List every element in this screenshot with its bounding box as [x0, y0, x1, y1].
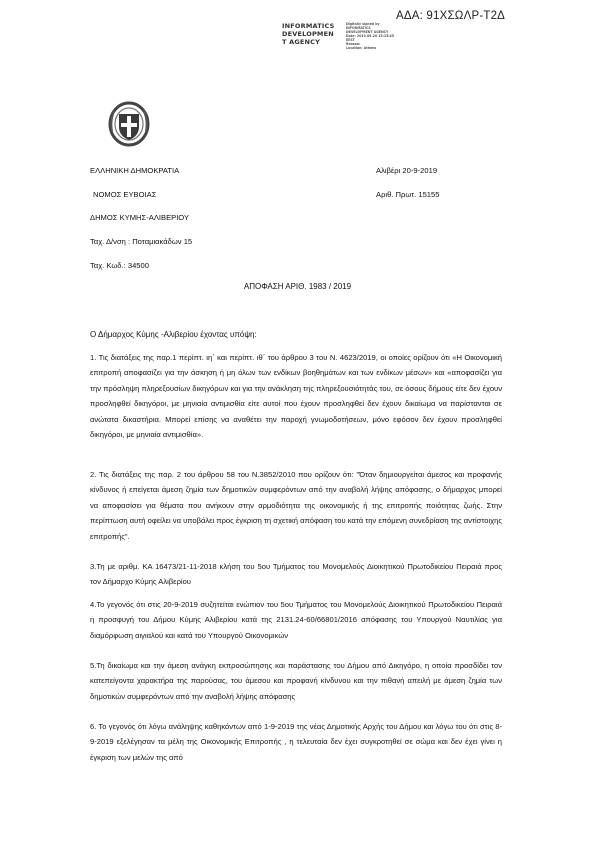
place-date: Αλιβέρι 20-9-2019	[376, 166, 438, 175]
paragraph-2: 2. Τις διατάξεις της παρ. 2 του άρθρου 58 του Ν.3852/2010 που ορίζουν ότι: "Όταν δημιουργείται άμεσος και προφανής κίνδυνος ή επείγεται άμεση ζημία των δημοτικών συμφερόντων από την αναβολή λήψης απόφασης, ο δήμαρχος μπορεί να αποφασίσει για θέματα που ανήκουν στην αρμοδιότητα της οικονομικής ή της επιτροπής ποιότητας ζωής. Στην περίπτωση αυτή οφείλει να υποβάλει προς έγκριση τη σχετική απόφαση του κατά την επόμενη συνεδρίαση της αντίστοιχης επιτροπής".	[90, 470, 502, 541]
agency-name-line: INFORMATICS	[282, 22, 335, 30]
intro-line: Ο Δήμαρχος Κύμης -Αλιβερίου έχοντας υπόψη:	[90, 330, 257, 339]
signature-detail-line: Digitally signed by	[346, 22, 380, 26]
signature-detail-line: DEVELOPMENT AGENCY	[346, 30, 389, 34]
decision-title: ΑΠΟΦΑΣΗ ΑΡΙΘ. 1983 / 2019	[243, 282, 352, 291]
signature-detail-line: INFORMATICS	[346, 26, 371, 30]
greek-coat-of-arms-icon	[108, 101, 150, 147]
paragraph-4: 4.Το γεγονός ότι στις 20-9-2019 συζητείται ενώπιον του 5ου Τμήματος του Μονομελούς Διοικητικού Πρωτοδικείου Πειραιά η προσφυγή του Δήμου Κύμης Αλιβερίου κατά της 2131.24-60/66801/2016 απόφασης του Υπουργού Ναυτιλίας για διαμόρφωση αιγιαλού και κατά του Υπουργού Οικονομικών	[90, 600, 502, 640]
signature-detail-line: Reason:	[346, 42, 361, 46]
ada-code: ΑΔΑ: 91ΧΣΩΛΡ-Τ2Δ	[396, 10, 506, 22]
municipality-heading: ΔΗΜΟΣ ΚΥΜΗΣ-ΑΛΙΒΕΡΙΟΥ	[90, 213, 190, 222]
prefecture-heading: ΝΟΜΟΣ ΕΥΒΟΙΑΣ	[93, 190, 157, 199]
signature-details	[346, 22, 394, 50]
signature-detail-line: Location: Athens	[346, 46, 377, 50]
paragraph-1: 1. Τις διατάξεις της παρ.1 περίπτ. ιη΄ και περίπτ. ιθ΄ του άρθρου 3 του Ν. 4623/2019, οι οποίες ορίζουν ότι «Η Οικονομική επιτροπή αποφασίζει για την άσκηση ή μη όλων των ενδίκων βοηθημάτων και των ενδίκων μέσων» και «αποφασίζει για την πρόσληψη πληρεξουσίων δικηγόρων και για την ανάκληση της πληρεξουσιότητάς του, σε όσους δήμους είτε δεν έχουν προσληφθεί δικηγόροι, με μηνιαία αντιμισθία είτε αυτοί που έχουν προσληφθεί δεν έχουν δικαίωμα να παρίστανται σε ανώτατα δικαστήρια. Μπορεί επίσης να αναθέτει την παροχή γνωμοδοτήσεων, μόνο εφόσον δεν έχουν προσληφθεί δικηγόροι, με μηνιαία αντιμισθία».	[90, 353, 502, 440]
protocol-number: Αριθ. Πρωτ. 15155	[376, 190, 440, 199]
paragraph-6: 6. Το γεγονός ότι λόγω ανάληψης καθηκόντων από 1-9-2019 της νέας Δημοτικής Αρχής του Δήμου και λόγω του ότι στις 8-9-2019 εξελέγησαν τα μέλη της Οικονομικής Επιτροπής , η τελευταία δεν έχει συγκροτηθεί σε σώμα και δεν έχει γίνει η έγκριση των μελών της από	[90, 722, 502, 762]
agency-name-line: T AGENCY	[282, 38, 321, 46]
postcode-line: Ταχ. Κωδ.: 34500	[90, 261, 149, 270]
signature-detail-line: Date: 2019.09.20 15:15:45	[346, 34, 394, 38]
signature-detail-line: EEST	[346, 38, 355, 42]
paragraph-3: 3.Τη με αριθμ. ΚΑ 16473/21-11-2018 κλήση του 5ου Τμήματος του Μονομελούς Διοικητικού Πρωτοδικείου Πειραιά προς τον Δήμαρχο Κύμης Αλιβερίου	[90, 562, 502, 587]
republic-heading: ΕΛΛΗΝΙΚΗ ΔΗΜΟΚΡΑΤΙΑ	[90, 166, 180, 175]
signature-agency-name	[282, 22, 344, 46]
agency-name-line: DEVELOPMEN	[282, 30, 334, 38]
address-line: Ταχ. Δ/νση : Ποταμιακάδων 15	[90, 237, 193, 246]
paragraph-5: 5.Τη δικαίωμα και την άμεση ανάγκη εκπροσώπησης και παράστασης του Δήμου από Δικηγόρο, η οποία προσδίδει τον κατεπείγοντα χαρακτήρα της παρούσας, του άμεσου και προφανή κίνδυνου και την πιθανή απειλή με άμεση ζημία των δημοτικών συμφερόντων από την αναβολή λήψης απόφασης	[90, 661, 502, 701]
